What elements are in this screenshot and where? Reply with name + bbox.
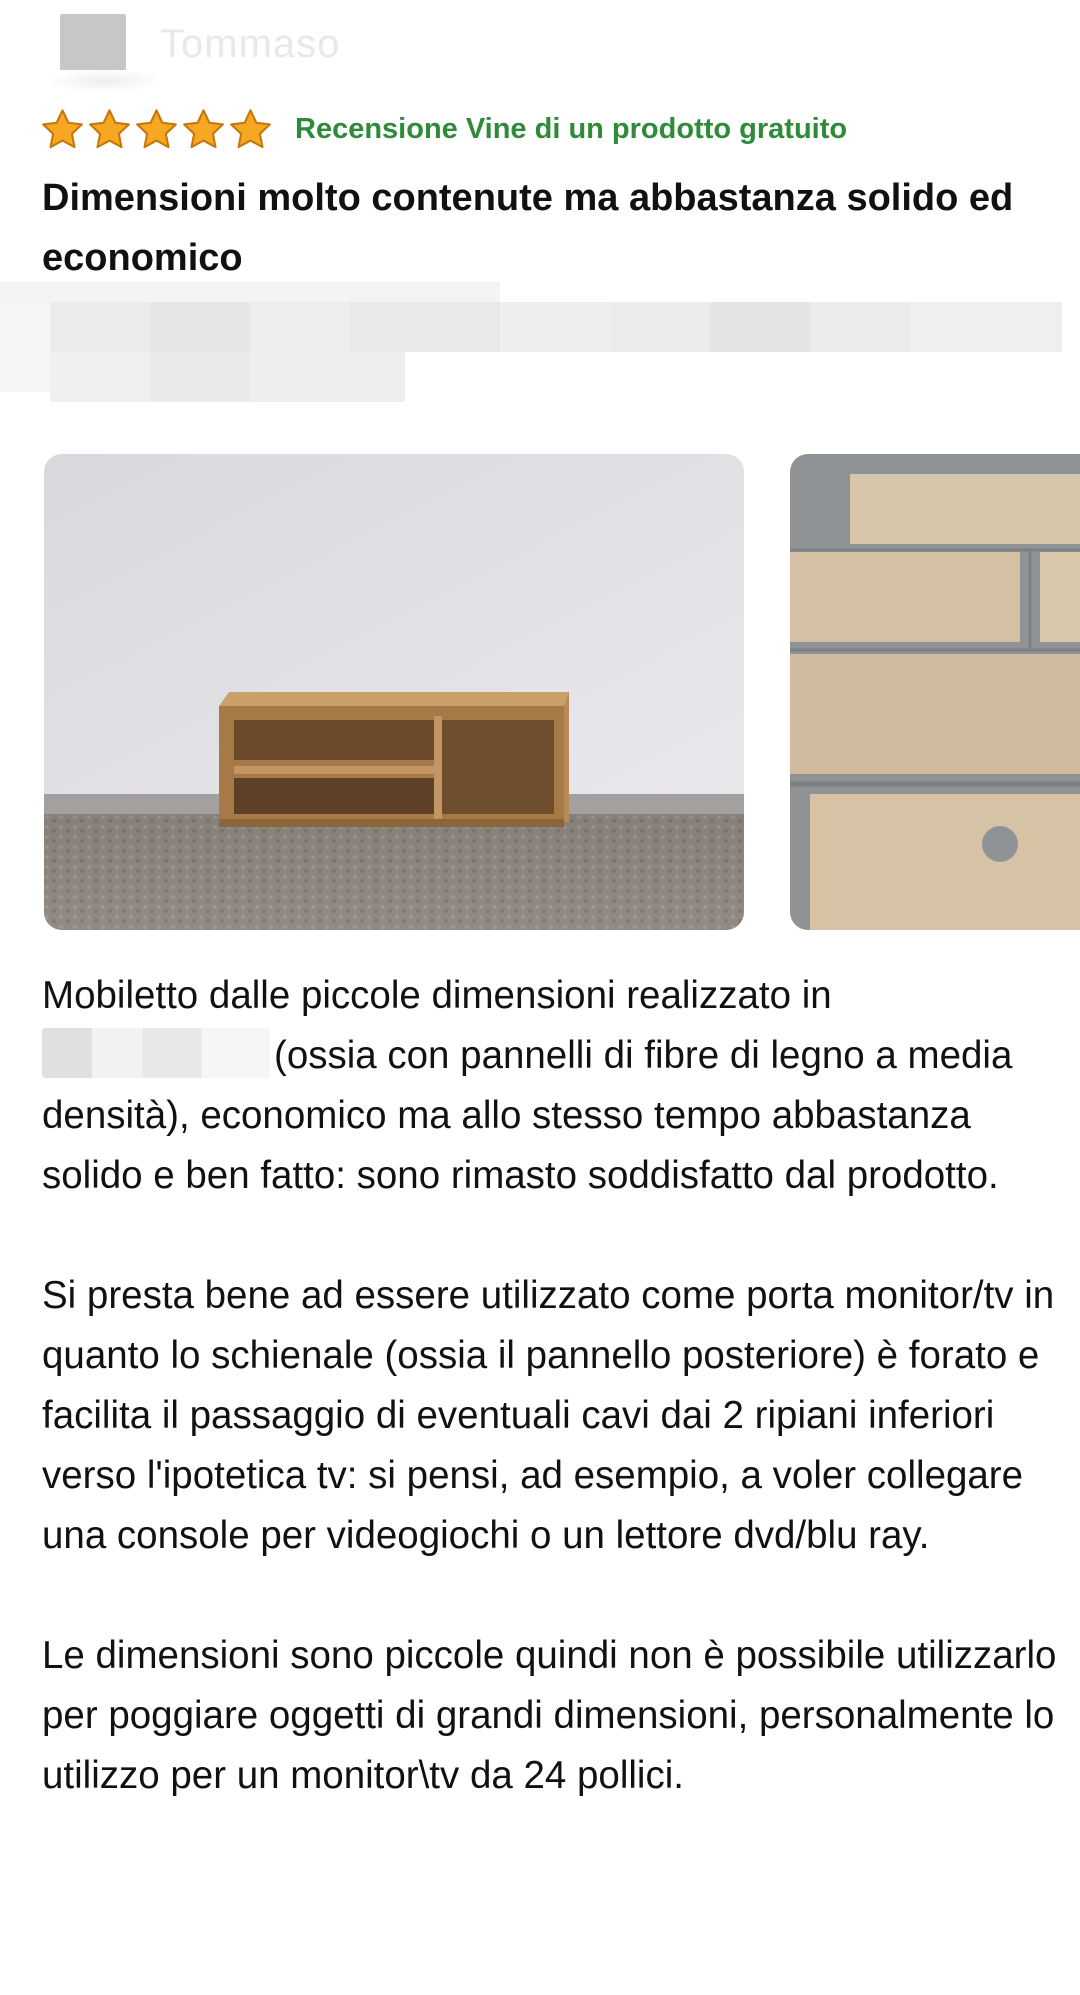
review-paragraph: Si presta bene ad essere utilizzato come porta monitor/tv in quanto lo schienale (ossia il pannello posteriore) è forato e facilita il passaggio di eventuali cavi dai 2 ripiani inferiori verso l'ipotetica tv: si pensi, ad esempio, a voler collegare una console per videogiochi o un lettore dvd/blu ray. — [42, 1274, 1055, 1557]
star-icon — [134, 107, 179, 152]
avatar-shadow — [50, 70, 160, 92]
star-icon — [181, 107, 226, 152]
reviewer-header — [0, 0, 1080, 100]
reviewer-name[interactable]: Tommaso — [160, 22, 341, 66]
review-photo-gallery — [0, 452, 1080, 932]
review-photo-cabinet[interactable] — [44, 454, 744, 930]
review-paragraph-text: (ossia con pannelli di fibre di legno a media densità), economico ma allo stesso tempo abbastanza solido e ben fatto: sono rimasto soddisfatto dal prodotto. — [42, 1034, 1013, 1197]
redacted-text — [42, 1028, 270, 1078]
review-paragraph: Le dimensioni sono piccole quindi non è possibile utilizzarlo per poggiare oggetti di grandi dimensioni, personalmente lo utilizzo per un monitor\tv da 24 pollici. — [42, 1634, 1057, 1797]
review-photo-panels[interactable] — [790, 454, 1080, 930]
rating-row — [40, 104, 847, 154]
panels-photo-image — [790, 454, 1080, 930]
cabinet-photo-image — [44, 454, 744, 930]
review-body — [42, 966, 1062, 1866]
vine-badge-label: Recensione Vine di un prodotto gratuito — [295, 112, 848, 145]
review-paragraph — [42, 966, 1062, 1206]
review-title: Dimensioni molto contenute ma abbastanza solido ed economico — [42, 177, 1014, 279]
star-icon — [228, 107, 273, 152]
star-icon — [87, 107, 132, 152]
review-paragraph-text: Mobiletto dalle piccole dimensioni realizzato in — [42, 974, 832, 1017]
star-rating[interactable] — [40, 107, 273, 152]
star-icon — [40, 107, 85, 152]
redacted-metadata — [0, 282, 1080, 412]
